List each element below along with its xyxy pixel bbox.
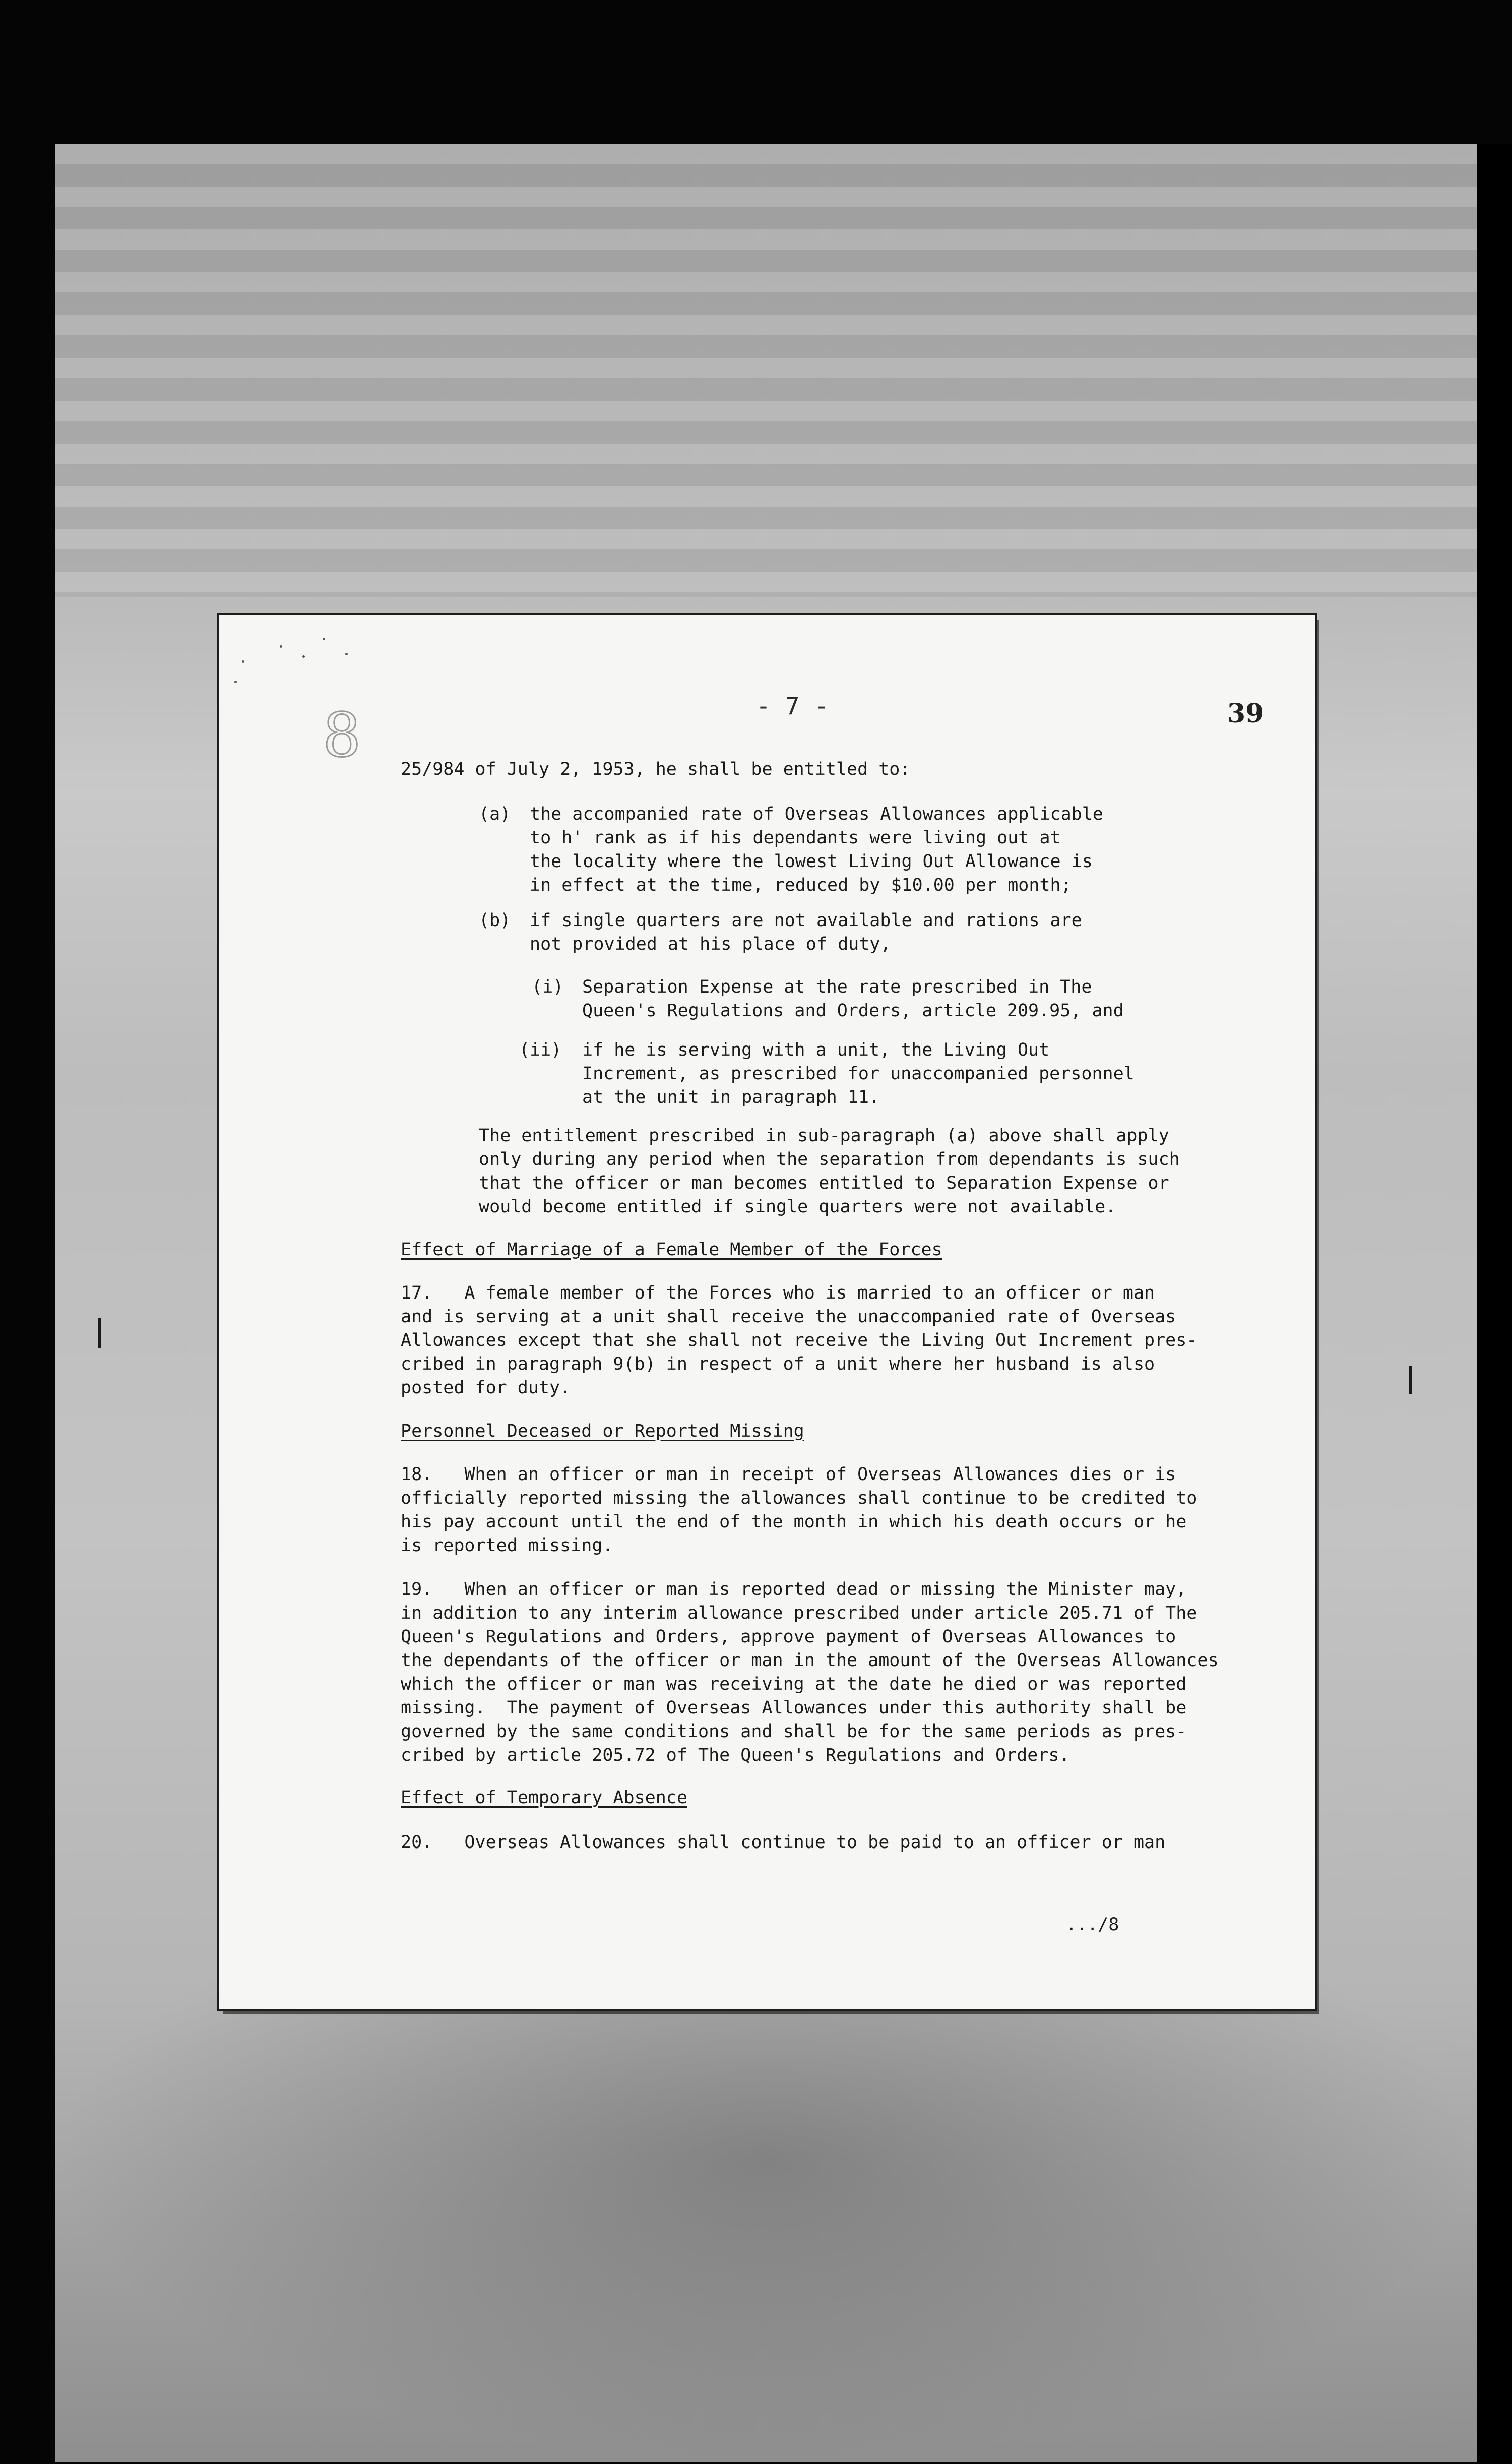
text-line: which the officer or man was receiving at the date he died or was reported (401, 1674, 1187, 1694)
text-line: 20. Overseas Allowances shall continue to be paid to an officer or man (401, 1832, 1166, 1853)
folio-number: 39 (1227, 698, 1264, 729)
text-line: posted for duty. (401, 1378, 571, 1398)
text-line: if single quarters are not available and rations are (530, 910, 1082, 931)
text-line: not provided at his place of duty, (530, 934, 891, 954)
section-heading: Effect of Temporary Absence (401, 1788, 687, 1808)
text-line: cribed in paragraph 9(b) in respect of a unit where her husband is also (401, 1354, 1155, 1374)
film-grime (55, 1958, 1477, 2462)
paper-speck (280, 645, 282, 648)
text-line: only during any period when the separation from dependants is such (479, 1149, 1180, 1169)
document-page (219, 615, 1315, 2009)
paper-speck (302, 655, 305, 658)
item-label: (ii) (519, 1040, 562, 1060)
stamped-number: 8 (323, 701, 361, 771)
text-line: Separation Expense at the rate prescribed in The (582, 977, 1092, 997)
text-line: that the officer or man becomes entitled to Separation Expense or (479, 1173, 1169, 1193)
item-label: (a) (479, 804, 511, 824)
text-line: would become entitled if single quarters were not available. (479, 1197, 1116, 1217)
text-line: 19. When an officer or man is reported dead or missing the Minister may, (401, 1579, 1187, 1599)
text-line: is reported missing. (401, 1535, 613, 1556)
item-label: (b) (479, 910, 511, 931)
paper-speck (323, 638, 325, 640)
left-edge-mark (98, 1318, 101, 1348)
text-line: 18. When an officer or man in receipt of Overseas Allowances dies or is (401, 1464, 1176, 1485)
text-line: in addition to any interim allowance prescribed under article 205.71 of The (401, 1603, 1198, 1623)
text-line: at the unit in paragraph 11. (582, 1087, 880, 1107)
text-line: missing. The payment of Overseas Allowances under this authority shall be (401, 1698, 1187, 1718)
section-heading: Personnel Deceased or Reported Missing (401, 1421, 804, 1441)
text-line: 25/984 of July 2, 1953, he shall be entitled to: (401, 759, 911, 779)
text-line: in effect at the time, reduced by $10.00 per month; (530, 875, 1072, 895)
text-line: The entitlement prescribed in sub-paragraph (a) above shall apply (479, 1126, 1169, 1146)
text-line: Increment, as prescribed for unaccompanied personnel (582, 1064, 1135, 1084)
text-line: the locality where the lowest Living Out Allowance is (530, 851, 1093, 872)
continuation-marker: .../8 (1066, 1915, 1119, 1935)
text-line: officially reported missing the allowances shall continue to be credited to (401, 1488, 1198, 1508)
text-line: governed by the same conditions and shall be for the same periods as pres- (401, 1721, 1187, 1742)
section-heading: Effect of Marriage of a Female Member of the Forces (401, 1240, 942, 1260)
film-edge (1477, 144, 1512, 2464)
right-edge-mark (1409, 1366, 1412, 1394)
paper-speck (234, 681, 237, 683)
text-line: his pay account until the end of the month in which his death occurs or he (401, 1512, 1187, 1532)
paper-speck (242, 660, 244, 663)
text-line: if he is serving with a unit, the Living Out (582, 1040, 1050, 1060)
page-number: - 7 - (756, 692, 829, 720)
item-label: (i) (532, 977, 564, 997)
text-line: and is serving at a unit shall receive the unaccompanied rate of Overseas (401, 1307, 1176, 1327)
text-line: cribed by article 205.72 of The Queen's Regulations and Orders. (401, 1745, 1070, 1765)
text-line: Allowances except that she shall not receive the Living Out Increment pres- (401, 1330, 1198, 1350)
text-line: Queen's Regulations and Orders, approve payment of Overseas Allowances to (401, 1627, 1176, 1647)
text-line: the accompanied rate of Overseas Allowances applicable (530, 804, 1103, 824)
text-line: 17. A female member of the Forces who is married to an officer or man (401, 1283, 1155, 1303)
text-line: the dependants of the officer or man in the amount of the Overseas Allowances (401, 1650, 1219, 1671)
text-line: to h' rank as if his dependants were living out at (530, 828, 1061, 848)
paper-speck (345, 653, 348, 655)
text-line: Queen's Regulations and Orders, article 209.95, and (582, 1001, 1124, 1021)
